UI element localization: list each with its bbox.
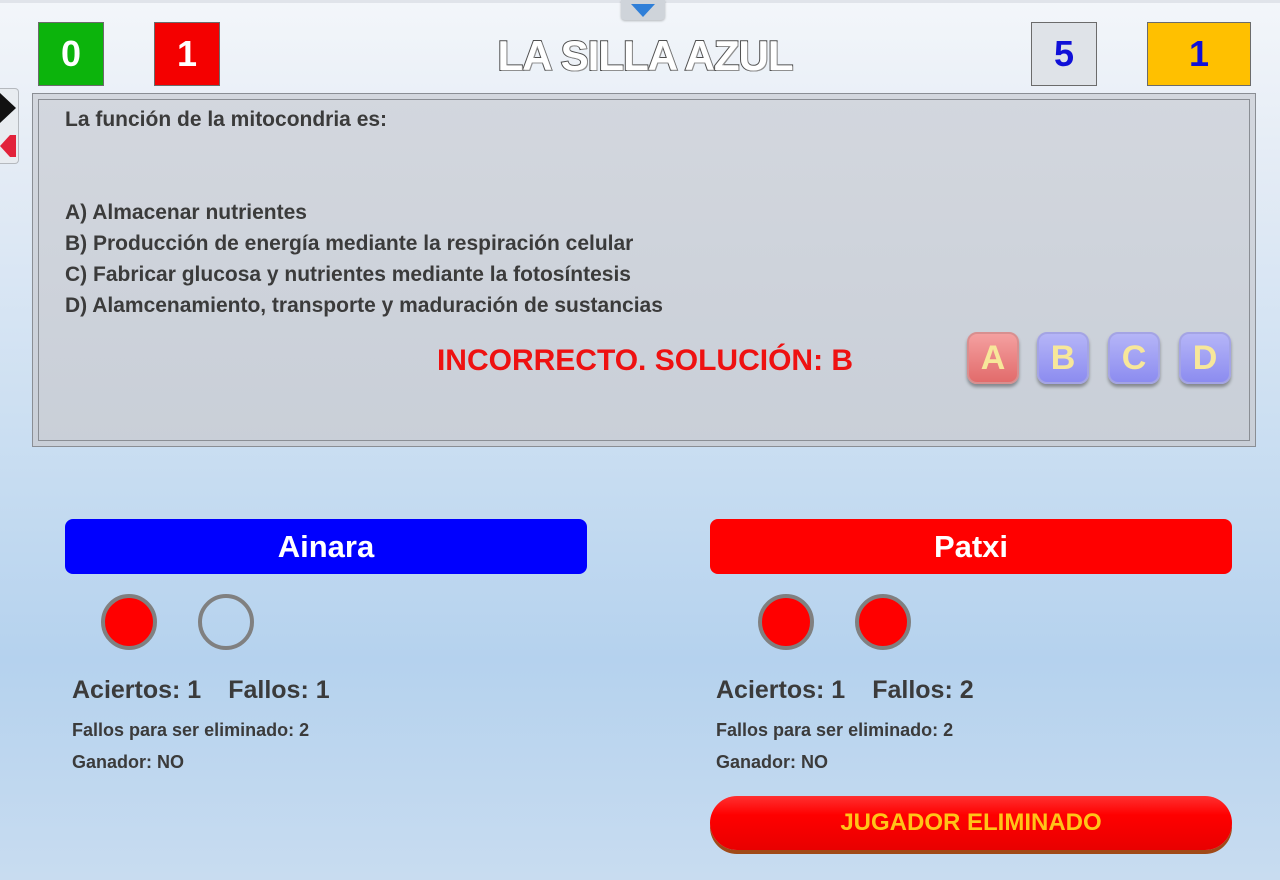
chevron-down-icon (629, 2, 657, 18)
player-1-life-1 (101, 594, 157, 650)
player-2-name-bar: Patxi (710, 519, 1232, 574)
dropdown-tab[interactable] (621, 0, 665, 20)
player-1-fallos: Fallos: 1 (228, 676, 330, 704)
player-2-stats (716, 676, 974, 705)
option-c-text: C) Fabricar glucosa y nutrientes mediante la fotosíntesis (65, 263, 631, 286)
player-1-fallos-eliminado: Fallos para ser eliminado: 2 (72, 720, 310, 740)
score-wrong-box: 1 (154, 22, 220, 86)
player-2-aciertos: Aciertos: 1 (716, 676, 846, 704)
player-1-ganador: Ganador: NO (72, 752, 185, 772)
score-correct-box: 0 (38, 22, 104, 86)
answer-d-button[interactable]: D (1179, 332, 1231, 384)
question-text: La función de la mitocondria es: (65, 108, 388, 131)
back-arrow-icon[interactable] (0, 131, 16, 161)
answer-b-button[interactable]: B (1037, 332, 1089, 384)
option-b-text: B) Producción de energía mediante la respiración celular (65, 232, 634, 255)
player-2-ganador: Ganador: NO (716, 752, 829, 772)
game-title: LA SILLA AZUL (497, 32, 793, 79)
player-1-aciertos: Aciertos: 1 (72, 676, 202, 704)
player-2-life-1 (758, 594, 814, 650)
option-a-text: A) Almacenar nutrientes (65, 201, 307, 224)
player-eliminated-banner: JUGADOR ELIMINADO (710, 796, 1232, 850)
player-1-stats (72, 676, 330, 705)
play-icon[interactable] (0, 93, 16, 123)
side-control-tab[interactable] (0, 88, 19, 164)
player-2-fallos: Fallos: 2 (872, 676, 974, 704)
question-counter-box: 5 (1031, 22, 1097, 86)
player-2-fallos-eliminado: Fallos para ser eliminado: 2 (716, 720, 954, 740)
answer-c-button[interactable]: C (1108, 332, 1160, 384)
player-2-life-2 (855, 594, 911, 650)
option-d-text: D) Alamcenamiento, transporte y maduración de sustancias (65, 294, 663, 317)
player-1-life-2 (198, 594, 254, 650)
result-message: INCORRECTO. SOLUCIÓN: B (436, 344, 854, 377)
answer-a-button[interactable]: A (967, 332, 1019, 384)
player-1-name-bar: Ainara (65, 519, 587, 574)
round-counter-box: 1 (1147, 22, 1251, 86)
